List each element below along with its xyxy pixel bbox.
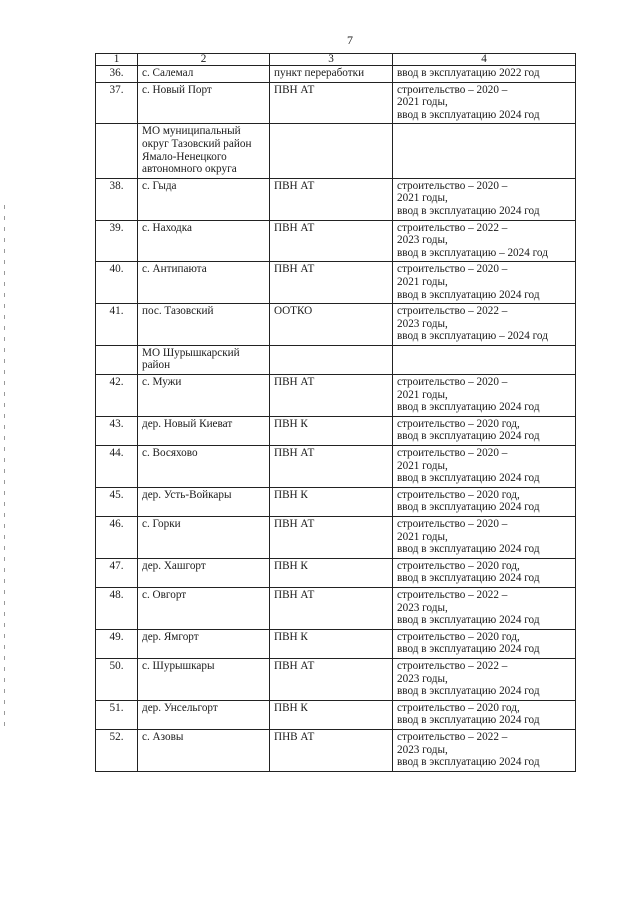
table-row bbox=[96, 729, 576, 771]
schedule-cell: строительство – 2022 – 2023 годы, ввод в эксплуатацию 2024 год bbox=[393, 729, 576, 771]
row-number-cell: 38. bbox=[96, 178, 138, 220]
schedule-cell: строительство – 2020 – 2021 годы, ввод в эксплуатацию 2024 год bbox=[393, 375, 576, 417]
table-row bbox=[96, 629, 576, 658]
table-row bbox=[96, 587, 576, 629]
settlement-cell: дер. Ямгорт bbox=[138, 629, 270, 658]
table-row bbox=[96, 66, 576, 83]
table-row bbox=[96, 82, 576, 124]
settlement-cell: с. Салемал bbox=[138, 66, 270, 83]
schedule-cell: строительство – 2022 – 2023 годы, ввод в эксплуатацию – 2024 год bbox=[393, 304, 576, 346]
row-number-cell bbox=[96, 124, 138, 178]
settlement-cell: с. Находка bbox=[138, 220, 270, 262]
table-header-row bbox=[96, 54, 576, 66]
settlement-cell: с. Азовы bbox=[138, 729, 270, 771]
facility-type-cell: ПВН К bbox=[270, 487, 393, 516]
schedule-cell: строительство – 2020 – 2021 годы, ввод в эксплуатацию 2024 год bbox=[393, 517, 576, 559]
settlement-cell: дер. Усть-Войкары bbox=[138, 487, 270, 516]
schedule-cell: строительство – 2020 год, ввод в эксплуатацию 2024 год bbox=[393, 558, 576, 587]
schedule-cell: строительство – 2020 год, ввод в эксплуатацию 2024 год bbox=[393, 487, 576, 516]
settlement-cell: МО Шурышкарский район bbox=[138, 345, 270, 374]
table-row bbox=[96, 304, 576, 346]
row-number-cell: 44. bbox=[96, 446, 138, 488]
facility-type-cell bbox=[270, 124, 393, 178]
facility-type-cell: пункт переработки bbox=[270, 66, 393, 83]
settlement-cell: с. Мужи bbox=[138, 375, 270, 417]
facility-type-cell bbox=[270, 345, 393, 374]
facility-type-cell: ПВН К bbox=[270, 700, 393, 729]
facility-type-cell: ПВН АТ bbox=[270, 587, 393, 629]
facility-type-cell: ПВН АТ bbox=[270, 375, 393, 417]
facility-type-cell: ПНВ АТ bbox=[270, 729, 393, 771]
row-number-cell: 45. bbox=[96, 487, 138, 516]
table-row bbox=[96, 416, 576, 445]
column-header-4: 4 bbox=[393, 54, 576, 66]
row-number-cell: 52. bbox=[96, 729, 138, 771]
row-number-cell bbox=[96, 345, 138, 374]
row-number-cell: 39. bbox=[96, 220, 138, 262]
settlement-cell: с. Новый Порт bbox=[138, 82, 270, 124]
row-number-cell: 41. bbox=[96, 304, 138, 346]
row-number-cell: 42. bbox=[96, 375, 138, 417]
schedule-cell: строительство – 2020 год, ввод в эксплуатацию 2024 год bbox=[393, 700, 576, 729]
settlement-cell: с. Антипаюта bbox=[138, 262, 270, 304]
facility-type-cell: ПВН АТ bbox=[270, 658, 393, 700]
settlement-cell: МО муниципальный округ Тазовский район Ямало-Ненецкого автономного округа bbox=[138, 124, 270, 178]
row-number-cell: 51. bbox=[96, 700, 138, 729]
table-row bbox=[96, 558, 576, 587]
settlement-cell: с. Восяхово bbox=[138, 446, 270, 488]
page-number: 7 bbox=[347, 33, 353, 47]
settlement-cell: дер. Хашгорт bbox=[138, 558, 270, 587]
table-row bbox=[96, 375, 576, 417]
row-number-cell: 48. bbox=[96, 587, 138, 629]
facility-type-cell: ПВН К bbox=[270, 416, 393, 445]
settlement-cell: с. Гыда bbox=[138, 178, 270, 220]
facility-type-cell: ПВН АТ bbox=[270, 446, 393, 488]
settlement-cell: с. Горки bbox=[138, 517, 270, 559]
row-number-cell: 36. bbox=[96, 66, 138, 83]
table-row bbox=[96, 517, 576, 559]
facility-type-cell: ПВН АТ bbox=[270, 178, 393, 220]
facility-type-cell: ПВН К bbox=[270, 558, 393, 587]
table-row bbox=[96, 262, 576, 304]
schedule-cell: строительство – 2020 – 2021 годы, ввод в эксплуатацию 2024 год bbox=[393, 262, 576, 304]
row-number-cell: 40. bbox=[96, 262, 138, 304]
schedule-cell: ввод в эксплуатацию 2022 год bbox=[393, 66, 576, 83]
settlement-cell: пос. Тазовский bbox=[138, 304, 270, 346]
row-number-cell: 46. bbox=[96, 517, 138, 559]
settlement-cell: дер. Новый Киеват bbox=[138, 416, 270, 445]
row-number-cell: 50. bbox=[96, 658, 138, 700]
section-header-row bbox=[96, 345, 576, 374]
schedule-cell: строительство – 2020 – 2021 годы, ввод в эксплуатацию 2024 год bbox=[393, 446, 576, 488]
schedule-cell: строительство – 2022 – 2023 годы, ввод в эксплуатацию 2024 год bbox=[393, 658, 576, 700]
schedule-cell: строительство – 2020 – 2021 годы, ввод в эксплуатацию 2024 год bbox=[393, 82, 576, 124]
row-number-cell: 47. bbox=[96, 558, 138, 587]
table-row bbox=[96, 220, 576, 262]
facility-type-cell: ООТКО bbox=[270, 304, 393, 346]
table-body bbox=[96, 66, 576, 772]
table-row bbox=[96, 487, 576, 516]
schedule-cell bbox=[393, 124, 576, 178]
schedule-cell: строительство – 2020 – 2021 годы, ввод в эксплуатацию 2024 год bbox=[393, 178, 576, 220]
section-header-row bbox=[96, 124, 576, 178]
settlements-table bbox=[95, 53, 576, 772]
table-row bbox=[96, 446, 576, 488]
column-header-1: 1 bbox=[96, 54, 138, 66]
row-number-cell: 37. bbox=[96, 82, 138, 124]
facility-type-cell: ПВН К bbox=[270, 629, 393, 658]
row-number-cell: 43. bbox=[96, 416, 138, 445]
settlement-cell: дер. Унсельгорт bbox=[138, 700, 270, 729]
schedule-cell: строительство – 2022 – 2023 годы, ввод в эксплуатацию – 2024 год bbox=[393, 220, 576, 262]
table-row bbox=[96, 178, 576, 220]
settlement-cell: с. Овгорт bbox=[138, 587, 270, 629]
facility-type-cell: ПВН АТ bbox=[270, 220, 393, 262]
settlement-cell: с. Шурышкары bbox=[138, 658, 270, 700]
schedule-cell: строительство – 2020 год, ввод в эксплуатацию 2024 год bbox=[393, 629, 576, 658]
schedule-cell: строительство – 2020 год, ввод в эксплуатацию 2024 год bbox=[393, 416, 576, 445]
facility-type-cell: ПВН АТ bbox=[270, 82, 393, 124]
schedule-cell bbox=[393, 345, 576, 374]
facility-type-cell: ПВН АТ bbox=[270, 262, 393, 304]
row-number-cell: 49. bbox=[96, 629, 138, 658]
binding-marks bbox=[4, 205, 6, 765]
table-row bbox=[96, 658, 576, 700]
table-row bbox=[96, 700, 576, 729]
column-header-2: 2 bbox=[138, 54, 270, 66]
schedule-cell: строительство – 2022 – 2023 годы, ввод в эксплуатацию 2024 год bbox=[393, 587, 576, 629]
facility-type-cell: ПВН АТ bbox=[270, 517, 393, 559]
column-header-3: 3 bbox=[270, 54, 393, 66]
